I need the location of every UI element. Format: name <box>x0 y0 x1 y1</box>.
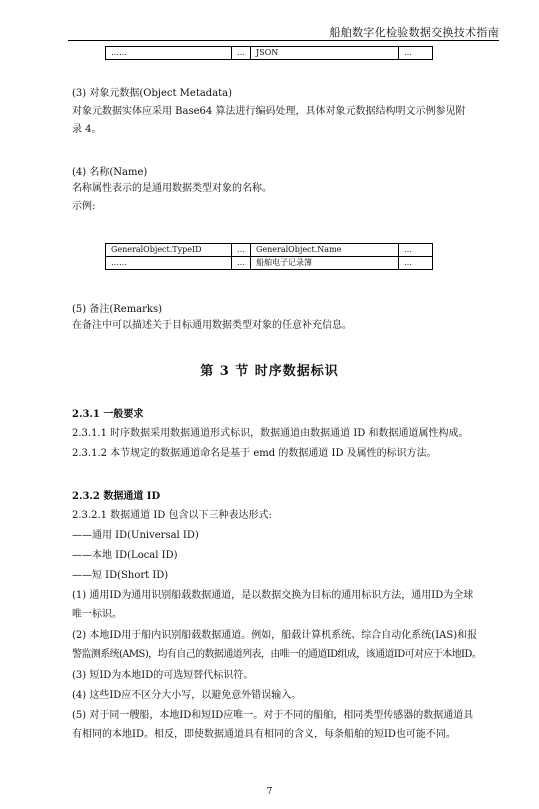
clause-2-3-1-1: 2.3.1.1 时序数据采用数据通道形式标识，数据通道由数据通道 ID 和数据通道属性构成。 <box>72 428 469 439</box>
list-item: ——本地 ID(Local ID) <box>72 550 178 561</box>
clause-2-3-1-2: 2.3.1.2 本节规定的数据通道命名是基于 emd 的数据通道 ID 及属性的标识方法。 <box>72 448 437 459</box>
table-continued <box>105 46 433 60</box>
header-rule <box>68 40 499 41</box>
numbered-item-4: (4) 这些ID应不区分大小写，以避免意外错误输入。 <box>72 690 302 701</box>
numbered-item-3: (3) 短ID为本地ID的可选短替代标识符。 <box>72 670 254 681</box>
table-cell: GeneralObject.TypeID <box>106 244 232 257</box>
list-item: ——短 ID(Short ID) <box>72 570 169 581</box>
paragraph: 名称属性表示的是通用数据类型对象的名称。 <box>72 183 272 194</box>
item-heading-4: (4) 名称(Name) <box>72 167 148 178</box>
subsection-heading-2-3-2: 2.3.2 数据通道 ID <box>72 491 161 502</box>
table-cell: 船舶电子记录簿 <box>251 257 399 270</box>
section-title: 第 3 节 时序数据标识 <box>200 364 339 379</box>
table-example <box>105 243 433 270</box>
table-cell: … <box>399 257 433 270</box>
item-heading-5: (5) 备注(Remarks) <box>72 304 163 315</box>
table-cell: JSON <box>251 47 399 60</box>
list-item: ——通用 ID(Universal ID) <box>72 530 199 541</box>
numbered-item-1: (1) 通用ID为通用识别船载数据通道，是以数据交换为目标的通用标识方法，通用ID为全球 <box>72 590 474 601</box>
running-header: 船舶数字化检验数据交换技术指南 <box>329 26 499 39</box>
table-cell: … <box>399 47 433 60</box>
numbered-item-2: (2) 本地ID用于船内识别船载数据通道。例如，船载计算机系统、综合自动化系统(IAS)和报 <box>72 630 478 641</box>
item-heading-3: (3) 对象元数据(Object Metadata) <box>72 88 233 99</box>
table-cell: GeneralObject.Name <box>251 244 399 257</box>
table-row <box>106 244 433 257</box>
paragraph: 录 4。 <box>72 124 102 135</box>
table-row <box>106 47 433 60</box>
table-cell: … <box>399 244 433 257</box>
paragraph: 在备注中可以描述关于目标通用数据类型对象的任意补充信息。 <box>72 320 352 331</box>
numbered-item-1-cont: 唯一标识。 <box>72 609 122 620</box>
numbered-item-5: (5) 对于同一艘船，本地ID和短ID应唯一。对于不同的船舶，相同类型传感器的数据通道具 <box>72 710 474 721</box>
clause-2-3-2-1: 2.3.2.1 数据通道 ID 包含以下三种表达形式: <box>72 510 272 521</box>
table-cell: … <box>232 257 251 270</box>
table-cell: …… <box>106 257 232 270</box>
table-row <box>106 257 433 270</box>
subsection-heading-2-3-1: 2.3.1 一般要求 <box>72 409 144 420</box>
table-cell: … <box>232 47 251 60</box>
table-cell: …… <box>106 47 232 60</box>
example-label: 示例: <box>72 201 96 212</box>
table-cell: … <box>232 244 251 257</box>
numbered-item-5-cont: 有相同的本地ID。相反，即使数据通道具有相同的含义，每条船舶的短ID也可能不同。 <box>72 729 456 740</box>
page-number: 7 <box>266 787 273 797</box>
paragraph: 对象元数据实体应采用 Base64 算法进行编码处理，具体对象元数据结构明文示例参见附 <box>72 106 466 117</box>
numbered-item-2-cont: 警监测系统(AMS)，均有自己的数据通道列表，由唯一的通道ID组成，该通道ID可对应于本地ID。 <box>72 649 482 660</box>
